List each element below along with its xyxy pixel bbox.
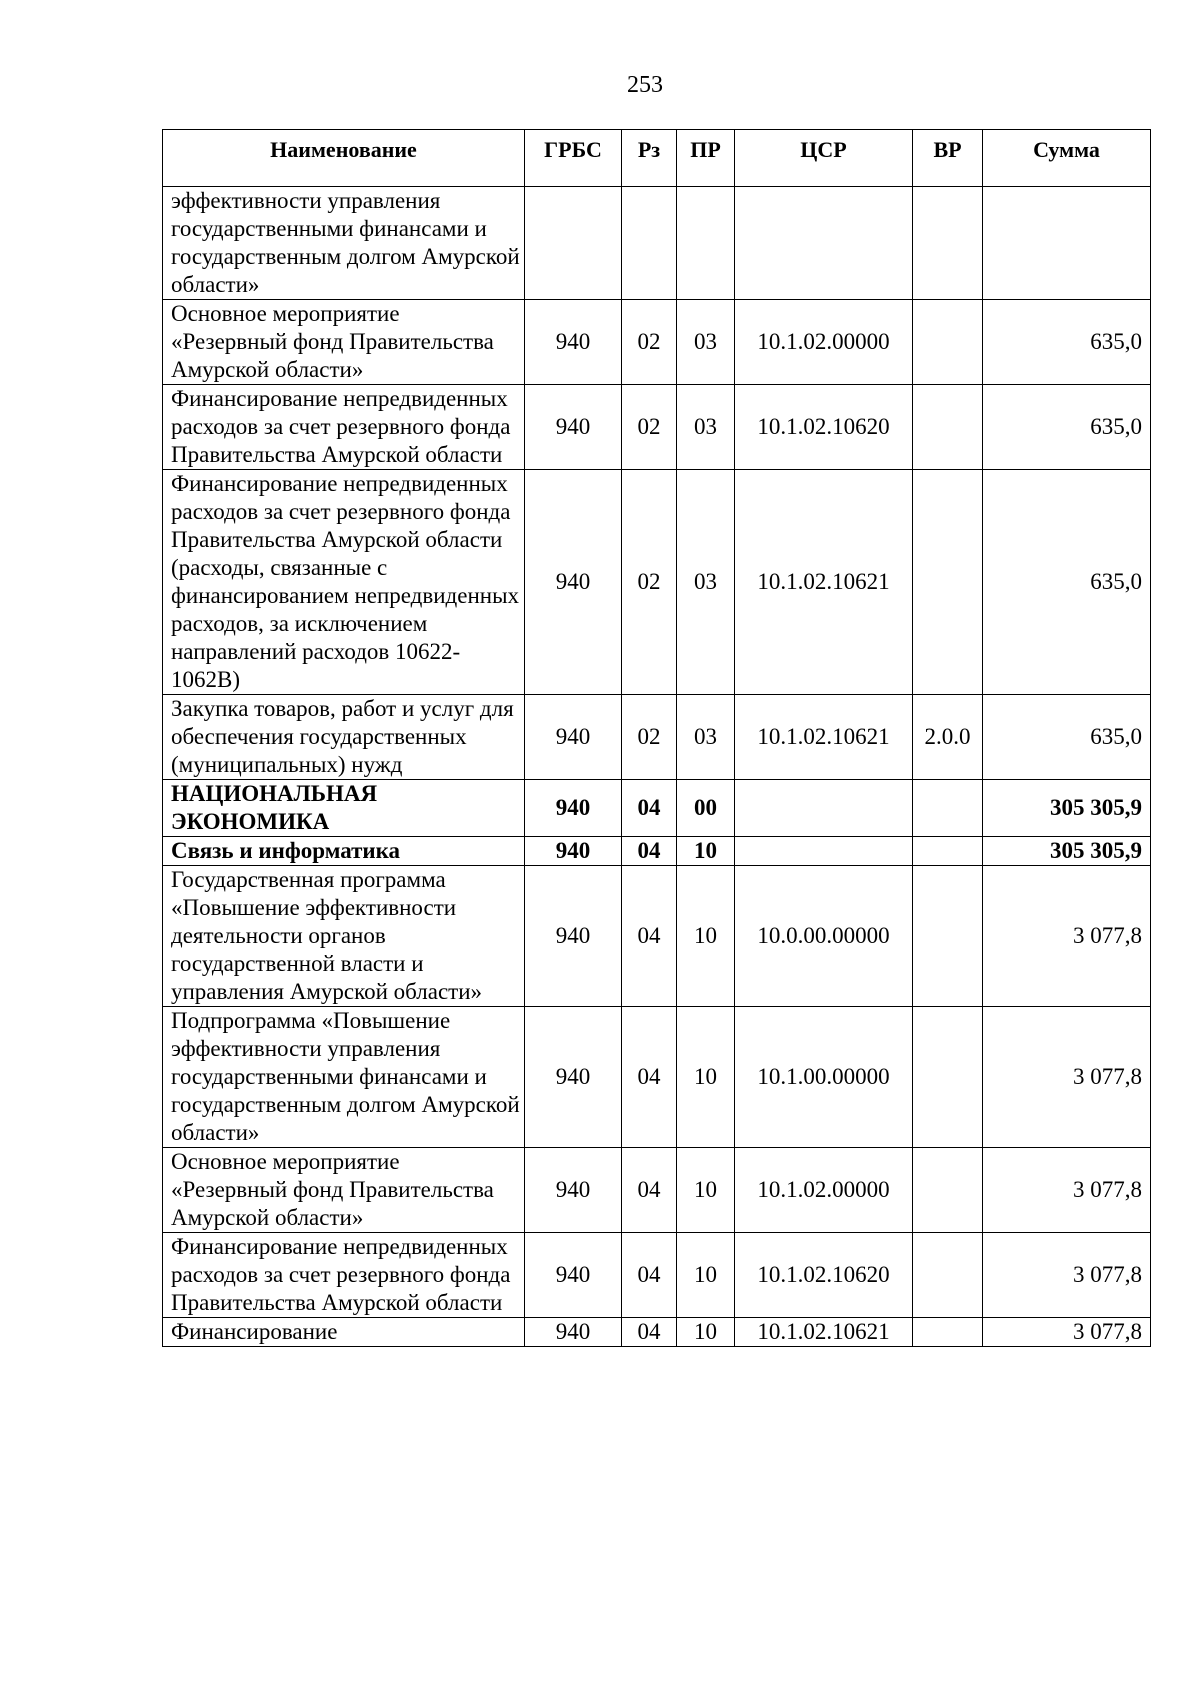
cell-pr: 03 [677,470,735,695]
cell-csr [735,780,913,837]
cell-grbs: 940 [525,866,622,1007]
cell-vr [913,300,983,385]
cell-pr: 03 [677,300,735,385]
table-row [163,187,1151,300]
cell-rz: 02 [622,385,677,470]
cell-sum: 3 077,8 [983,1318,1151,1347]
cell-sum: 635,0 [983,695,1151,780]
cell-name: Подпрограмма «Повышение эффективности управления государственными финансами и государственным долгом Амурской области» [163,1007,525,1148]
table-row [163,866,1151,1007]
cell-pr: 03 [677,695,735,780]
cell-csr [735,837,913,866]
cell-csr: 10.1.02.10620 [735,385,913,470]
cell-pr: 10 [677,866,735,1007]
cell-csr: 10.1.02.10620 [735,1233,913,1318]
cell-rz: 02 [622,470,677,695]
cell-grbs: 940 [525,470,622,695]
cell-grbs: 940 [525,1233,622,1318]
cell-rz: 04 [622,1318,677,1347]
cell-sum: 305 305,9 [983,837,1151,866]
cell-name: Государственная программа «Повышение эффективности деятельности органов государственной власти и управления Амурской области» [163,866,525,1007]
header-name: Наименование [163,130,525,187]
cell-sum: 635,0 [983,470,1151,695]
cell-rz: 04 [622,1233,677,1318]
cell-grbs: 940 [525,837,622,866]
cell-csr [735,187,913,300]
cell-name: Финансирование непредвиденных расходов за счет резервного фонда Правительства Амурской области [163,1233,525,1318]
cell-csr: 10.0.00.00000 [735,866,913,1007]
cell-vr [913,780,983,837]
cell-vr [913,837,983,866]
header-rz: Рз [622,130,677,187]
cell-sum: 3 077,8 [983,1007,1151,1148]
cell-rz: 04 [622,1007,677,1148]
cell-grbs [525,187,622,300]
header-grbs: ГРБС [525,130,622,187]
cell-pr: 10 [677,1233,735,1318]
table-header-row [163,130,1151,187]
table-row [163,1007,1151,1148]
table-row [163,1318,1151,1347]
cell-vr [913,385,983,470]
cell-csr: 10.1.02.00000 [735,1148,913,1233]
cell-name: Основное мероприятие «Резервный фонд Правительства Амурской области» [163,300,525,385]
cell-rz: 04 [622,780,677,837]
cell-rz [622,187,677,300]
cell-pr: 00 [677,780,735,837]
cell-csr: 10.1.02.10621 [735,1318,913,1347]
cell-name: Финансирование [163,1318,525,1347]
cell-vr [913,1007,983,1148]
cell-name: Закупка товаров, работ и услуг для обеспечения государственных (муниципальных) нужд [163,695,525,780]
cell-name: Основное мероприятие «Резервный фонд Правительства Амурской области» [163,1148,525,1233]
table-row-section-total [163,780,1151,837]
cell-vr [913,187,983,300]
cell-rz: 04 [622,837,677,866]
table-row [163,1148,1151,1233]
cell-name: эффективности управления государственными финансами и государственным долгом Амурской области» [163,187,525,300]
cell-name: Финансирование непредвиденных расходов за счет резервного фонда Правительства Амурской области [163,385,525,470]
header-csr: ЦСР [735,130,913,187]
cell-grbs: 940 [525,1148,622,1233]
table-row [163,695,1151,780]
cell-csr: 10.1.00.00000 [735,1007,913,1148]
cell-grbs: 940 [525,1318,622,1347]
cell-pr [677,187,735,300]
cell-vr [913,1233,983,1318]
cell-grbs: 940 [525,1007,622,1148]
cell-sum: 3 077,8 [983,1148,1151,1233]
cell-sum: 3 077,8 [983,866,1151,1007]
cell-rz: 02 [622,695,677,780]
cell-vr [913,1148,983,1233]
cell-name: НАЦИОНАЛЬНАЯ ЭКОНОМИКА [163,780,525,837]
cell-name: Связь и информатика [163,837,525,866]
cell-grbs: 940 [525,385,622,470]
cell-vr [913,470,983,695]
cell-sum: 305 305,9 [983,780,1151,837]
table-row [163,1233,1151,1318]
cell-rz: 02 [622,300,677,385]
cell-sum: 3 077,8 [983,1233,1151,1318]
cell-vr [913,866,983,1007]
cell-rz: 04 [622,866,677,1007]
cell-grbs: 940 [525,300,622,385]
cell-name: Финансирование непредвиденных расходов за счет резервного фонда Правительства Амурской области (расходы, связанные с финансированием непредвиденных расходов, за исключением направлений расходов 10622-1062В) [163,470,525,695]
cell-pr: 10 [677,837,735,866]
cell-vr: 2.0.0 [913,695,983,780]
table-row-subsection-total [163,837,1151,866]
cell-sum: 635,0 [983,385,1151,470]
cell-csr: 10.1.02.00000 [735,300,913,385]
cell-grbs: 940 [525,695,622,780]
cell-sum [983,187,1151,300]
cell-vr [913,1318,983,1347]
cell-rz: 04 [622,1148,677,1233]
header-vr: ВР [913,130,983,187]
cell-sum: 635,0 [983,300,1151,385]
cell-csr: 10.1.02.10621 [735,470,913,695]
budget-table [162,129,1151,1347]
header-sum: Сумма [983,130,1151,187]
table-row [163,470,1151,695]
table-row [163,385,1151,470]
header-pr: ПР [677,130,735,187]
page-number: 253 [627,72,663,98]
table-row [163,300,1151,385]
cell-pr: 10 [677,1007,735,1148]
cell-grbs: 940 [525,780,622,837]
cell-pr: 10 [677,1148,735,1233]
cell-csr: 10.1.02.10621 [735,695,913,780]
cell-pr: 10 [677,1318,735,1347]
cell-pr: 03 [677,385,735,470]
